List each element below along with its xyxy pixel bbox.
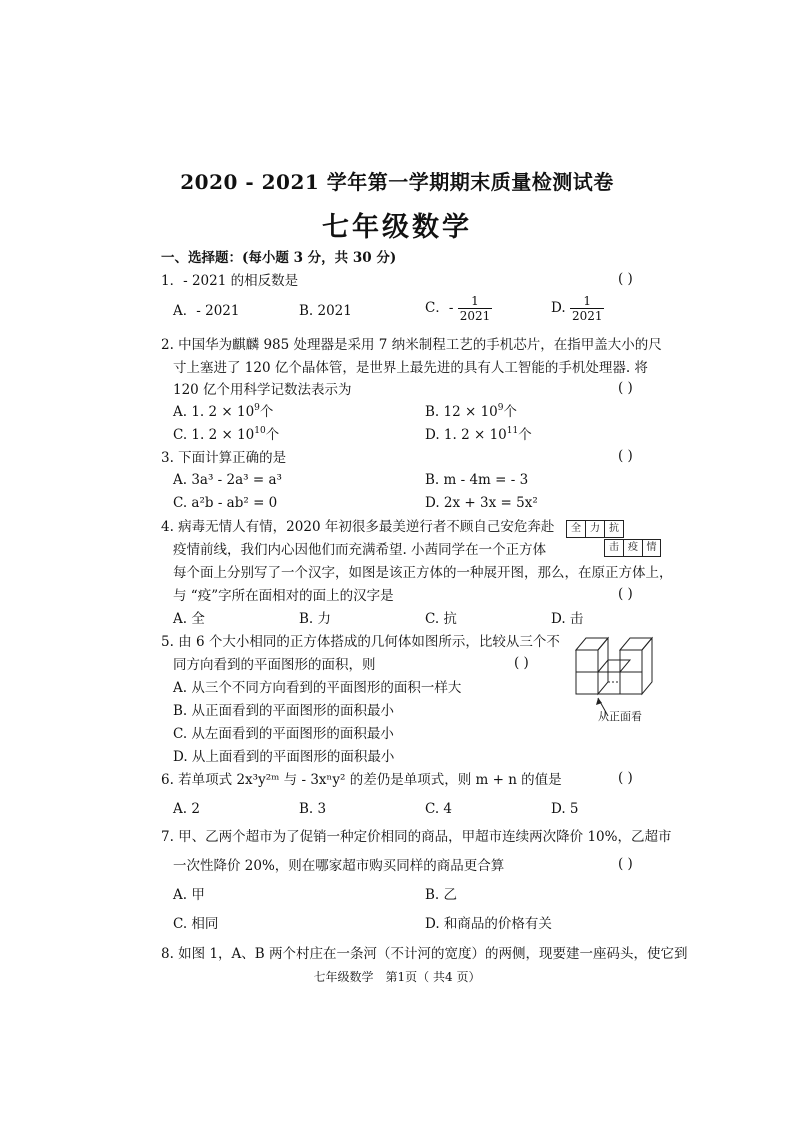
q2-option-a: A. 1. $2 \times 10^9$个 [173, 403, 274, 420]
q4-line-2: 疫情前线，我们内心因他们而充满希望. 小茜同学在一个正方体 [173, 542, 547, 558]
q6-option-c: C. 4 [425, 801, 453, 817]
cube-side [642, 638, 652, 694]
q6-stem: 6. 若单项式 2x³y²ᵐ 与 - 3xⁿy² 的差仍是单项式，则 m + n 的值是 [161, 772, 562, 788]
q6-option-b: B. 3 [299, 801, 327, 817]
q3-option-d: D. 2x + 3x = 5x² [425, 495, 538, 511]
q6-answer-paren[interactable]: ( ) [618, 770, 633, 786]
page-footer: 七年级数学 第1页（ 共4 页） [313, 970, 481, 984]
q5-line-1: 5. 由 6 个大小相同的正方体搭成的几何体如图所示，比较从三个不 [161, 634, 560, 650]
q7-option-d: D. 和商品的价格有关 [425, 916, 552, 932]
q3-stem: 3. 下面计算正确的是 [161, 450, 287, 466]
q5-option-a: A. 从三个不同方向看到的平面图形的面积一样大 [173, 680, 462, 696]
q7-line-1: 7. 甲、乙两个超市为了促销一种定价相同的商品，甲超市连续两次降价 10%，乙超市 [161, 829, 672, 845]
q2-line-2: 寸上塞进了 120 亿个晶体管，是世界上最先进的具有人工智能的手机处理器. 将 [173, 360, 648, 376]
q8-line-1: 8. 如图 1，A、B 两个村庄在一条河（不计河的宽度）的两侧，现要建一座码头，使它到 [161, 946, 688, 962]
figure-label-front-view: 从正面看 [598, 710, 642, 723]
q7-option-b: B. 乙 [425, 887, 458, 903]
q1-answer-paren[interactable]: ( ) [618, 271, 633, 287]
q6-option-a: A. 2 [173, 801, 200, 817]
q5-answer-paren[interactable]: ( ) [514, 655, 529, 671]
net-cell: 击 [604, 539, 624, 557]
q2-option-b: B. $12 \times 10^9$个 [425, 403, 517, 420]
section-heading: 一、选择题：(每小题 3 分，共 30 分) [161, 250, 397, 266]
q3-answer-paren[interactable]: ( ) [618, 448, 633, 464]
q4-option-a: A. 全 [173, 611, 205, 627]
exam-title: 2020 - 2021 学年第一学期期末质量检测试卷 [180, 170, 614, 194]
q1-option-c: C．- $\frac{1}{2021}$ [425, 294, 491, 323]
q7-line-2: 一次性降价 20%，则在哪家超市购买同样的商品更合算 [173, 858, 505, 874]
q4-line-1: 4. 病毒无情人有情，2020 年初很多最美逆行者不顾自己安危奔赴 [161, 519, 555, 535]
q2-line-1: 2. 中国华为麒麟 985 处理器是采用 7 纳米制程工艺的手机芯片，在指甲盖大小的尺 [161, 337, 662, 353]
q1-option-b: B. 2021 [299, 303, 352, 319]
q5-option-d: D. 从上面看到的平面图形的面积最小 [173, 749, 395, 765]
q4-line-3: 每个面上分别写了一个汉字，如图是该正方体的一种展开图，那么，在原正方体上， [173, 565, 673, 581]
q4-option-b: B. 力 [299, 611, 332, 627]
q5-line-2: 同方向看到的平面图形的面积，则 [173, 657, 376, 673]
q6-option-d: D. 5 [551, 801, 579, 817]
q2-line-3: 120 亿个用科学记数法表示为 [173, 382, 352, 398]
q3-option-b: B. m - 4m = - 3 [425, 472, 529, 488]
q4-option-c: C. 抗 [425, 611, 457, 627]
cube-face [576, 672, 598, 694]
q4-answer-paren[interactable]: ( ) [618, 586, 633, 602]
q1-option-d: D. $\frac{1}{2021}$ [551, 294, 603, 323]
q3-option-c: C. a²b - ab² = 0 [173, 495, 278, 511]
q2-option-c: C. 1. $2 \times 10^{10}$个 [173, 426, 280, 443]
cube-face [620, 672, 642, 694]
q7-option-c: C. 相同 [173, 916, 219, 932]
net-cell: 力 [585, 520, 605, 538]
cube-top [598, 660, 630, 672]
q5-option-c: C. 从左面看到的平面图形的面积最小 [173, 726, 394, 742]
net-cell: 疫 [623, 539, 643, 557]
q7-option-a: A. 甲 [173, 887, 205, 903]
q2-answer-paren[interactable]: ( ) [618, 380, 633, 396]
net-cell: 全 [566, 520, 586, 538]
q4-option-d: D. 击 [551, 611, 584, 627]
q1-option-a: A．- 2021 [173, 303, 240, 319]
net-cell: 情 [642, 539, 661, 557]
q1-stem: 1．- 2021 的相反数是 [161, 273, 299, 289]
q2-option-d: D. 1. $2 \times 10^{11}$个 [425, 426, 532, 443]
q3-option-a: A. 3a³ - 2a³ = a³ [173, 472, 282, 488]
q7-answer-paren[interactable]: ( ) [618, 856, 633, 872]
cube-face [576, 650, 598, 672]
net-cell: 抗 [604, 520, 624, 538]
q4-line-4: 与 “疫”字所在面相对的面上的汉字是 [173, 588, 394, 604]
cube-net-figure [566, 520, 660, 560]
q5-option-b: B. 从正面看到的平面图形的面积最小 [173, 703, 395, 719]
subject-title: 七年级数学 [322, 212, 472, 243]
